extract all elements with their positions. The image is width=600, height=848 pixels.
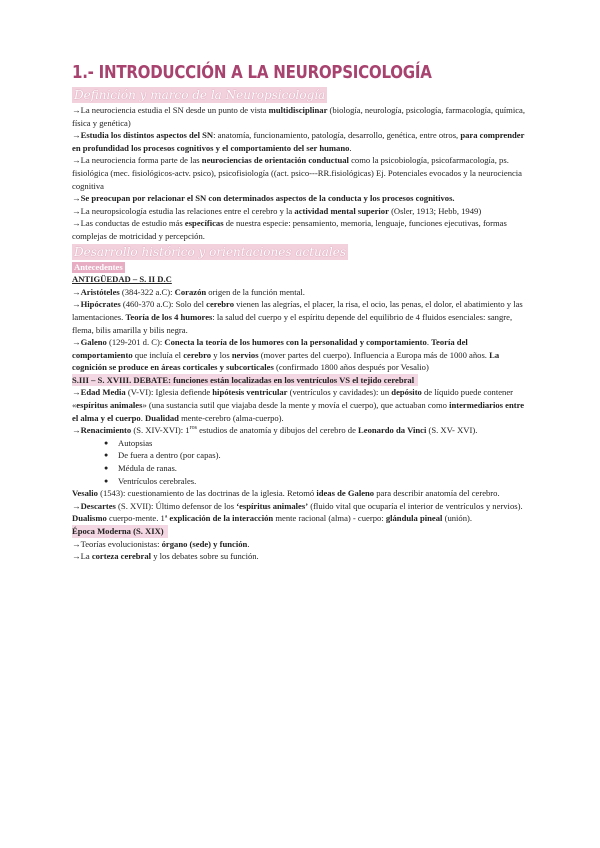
text: → [72, 286, 81, 297]
bold-text: Edad Media [80, 387, 126, 398]
text: (384-322 a.C): [119, 286, 175, 297]
text: para describir anatomía del cerebro. [374, 488, 500, 499]
text: (1543): cuestionamiento de las doctrinas de la iglesia. Retomó [97, 488, 317, 499]
text: →Teorías evolucionistas: [72, 538, 162, 549]
text: → [72, 387, 81, 398]
text: → [72, 500, 81, 511]
bold-text: nervios [231, 349, 259, 360]
text: : anatomía, funcionamiento, patología, desarrollo, genética, entre otros, [213, 130, 461, 141]
page-title: 1.- INTRODUCCIÓN A LA NEUROPSICOLOGÍA [72, 63, 432, 83]
text: mente-cerebro (alma-cuerpo). [178, 412, 284, 423]
bold-text: hipótesis ventricular [212, 387, 288, 398]
bold-text: Teoría de los 4 humores [125, 311, 213, 322]
bullet-list [72, 437, 530, 487]
text: vienen las alegrías, el placer, la risa, el ocio, las penas, el dolor, el abatimiento y las lamentaciones. [72, 299, 523, 322]
era-heading-moderna: Época Moderna (S. XIX) [72, 525, 168, 538]
paragraph [72, 192, 530, 205]
bold-text: multidisciplinar [268, 105, 328, 115]
paragraph [72, 129, 530, 154]
paragraph [72, 298, 530, 336]
bold-text: Leonardo da Vinci [358, 425, 427, 436]
superscript: ros [189, 425, 197, 432]
bold-text: Corazón [174, 286, 207, 297]
text: (mover partes del cuerpo). Influencia a Europa más de 1000 años. [258, 349, 490, 360]
bold-text: Hipócrates [80, 299, 121, 310]
bold-text: →Estudia los distintos aspectos del SN [72, 130, 214, 141]
text: y los debates sobre su función. [151, 551, 259, 562]
bold-text: específicas [184, 218, 224, 229]
text: (ventrículos y cavidades): un [287, 387, 392, 398]
paragraph [72, 205, 530, 218]
list-item: ● Autopsias [104, 437, 530, 450]
bold-text: actividad mental superior [294, 205, 389, 216]
bold-text: ideas de Galeno [316, 488, 375, 499]
text: → [72, 337, 81, 348]
text: . [349, 142, 352, 153]
text: (biología, neurología, psicología, farmacología, química, física y genética) [72, 105, 525, 128]
text: mente racional (alma) - cuerpo: [273, 513, 386, 524]
paragraph [72, 336, 530, 374]
text: (S. XIV-XVI): 1 [131, 425, 190, 436]
bold-text: para comprender en profundidad los procesos cognitivos y el comportamiento del ser humano [72, 130, 525, 153]
text: cuerpo-mente. 1ª [106, 513, 170, 524]
text: . [247, 538, 250, 549]
text: →La [72, 551, 92, 562]
text: de líquido puede contener « [72, 387, 514, 411]
text: como la psicobiología, psicofarmacología, ps. fisiológica (mec. fisiológicos-actv. psico), psicofisiología ((act. psico---RR.fisiológicas) Ej. Potenciales evocados y la neurociencia cognitiva [72, 155, 523, 191]
paragraph [72, 104, 530, 129]
bold-text: Teoría del comportamiento [72, 337, 468, 360]
bold-text: La cognición se produce en áreas corticales y subcorticales [72, 349, 500, 373]
list-item: ● Ventrículos cerebrales. [104, 475, 530, 488]
document-page [72, 62, 530, 563]
text: estudios de anatomía y dibujos del cerebro de [196, 425, 359, 436]
bold-text: Vesalio [72, 488, 98, 499]
text: : la salud del cuerpo y el espíritu depende del equilibrio de 4 fluidos esenciales: sangre, flema, bilis amarilla y bilis negra. [72, 311, 513, 335]
bold-text: Renacimiento [80, 425, 132, 436]
paragraph [72, 424, 530, 437]
text: (129-201 d. C): [106, 337, 165, 348]
bold-text: intermediarios entre el alma y el cuerpo [72, 400, 525, 423]
text: (S. XVII): Último defensor de los [115, 500, 237, 511]
bold-text: neurociencias de orientación conductual [201, 155, 349, 166]
text: (Osler, 1913; Hebb, 1949) [388, 205, 482, 216]
text: origen de la función mental. [206, 286, 305, 297]
text: . [426, 337, 432, 348]
list-item: ● Médula de ranas. [104, 462, 530, 475]
text: . [140, 412, 146, 423]
era-heading: ANTIGÜEDAD – S. II D.C [72, 274, 172, 285]
bold-text: ‘espíritus animales’ [236, 500, 309, 511]
bold-text: cerebro [206, 299, 234, 310]
text: →La neuropsicología estudia las relaciones entre el cerebro y la [72, 205, 295, 216]
text: → [72, 299, 81, 310]
text: de nuestra especie: pensamiento, memoria, lenguaje, funciones ejecutivas, formas complejas de motricidad y percepción. [72, 218, 507, 241]
text: (fluido vital que ocuparía el interior de ventrículos y nervios). [308, 500, 523, 511]
bold-text: Dualidad [145, 412, 179, 423]
text: que incluía el [132, 349, 184, 360]
paragraph [72, 217, 530, 242]
bold-text: Conecta la teoría de los humores con la personalidad y comportamiento [164, 337, 427, 348]
bold-text: espíritus animales [76, 400, 143, 411]
bold-text: Galeno [80, 337, 107, 348]
paragraph [72, 500, 530, 525]
text: (unión). [442, 513, 473, 524]
text: → [72, 425, 81, 436]
paragraph [72, 386, 530, 424]
text: y los [211, 349, 232, 360]
bold-text: Aristóteles [80, 286, 120, 297]
list-item: ● De fuera a dentro (por capas). [104, 449, 530, 462]
subsection-heading-antecedentes: Antecedentes [74, 261, 123, 272]
text: →La neurociencia forma parte de las [72, 155, 202, 166]
bold-text: glándula pineal [385, 513, 443, 524]
section-heading-desarrollo: Desarrollo histórico y orientaciones actuales [74, 244, 347, 259]
era-heading-debate: S.III – S. XVIII. DEBATE: funciones están localizadas en los ventrículos VS el tejido cerebral [72, 374, 418, 387]
bold-text: Descartes [80, 500, 116, 511]
text: →Las conductas de estudio más [72, 218, 185, 229]
bold-text: corteza cerebral [91, 551, 152, 562]
paragraph [72, 286, 530, 299]
bold-text: depósito [391, 387, 422, 398]
paragraph [72, 487, 530, 500]
section-heading-definicion: Definición y marco de la Neuropsicología [74, 88, 326, 102]
bold-text: Dualismo [72, 513, 107, 524]
text: (460-370 a.C): Solo del [120, 299, 207, 310]
text: →La neurociencia estudia el SN desde un punto de vista [72, 105, 269, 115]
bold-text: explicación de la interacción [169, 513, 274, 524]
paragraph [72, 538, 530, 551]
bold-text: órgano (sede) y función [161, 538, 248, 549]
text: (V-VI): Iglesia defiende [125, 387, 213, 398]
text: (confirmado 1800 años después por Vesalio) [273, 362, 429, 373]
text: » (una sustancia sutil que viajaba desde la mente y movía el cuerpo), que actuaban como [142, 400, 450, 411]
bold-text: →Se preocupan por relacionar el SN con determinados aspectos de la conducta y los procesos cognitivos. [72, 193, 455, 204]
text: (S. XV- XVI). [426, 425, 478, 436]
bold-text: cerebro [183, 349, 212, 360]
paragraph [72, 154, 530, 192]
paragraph [72, 550, 530, 563]
